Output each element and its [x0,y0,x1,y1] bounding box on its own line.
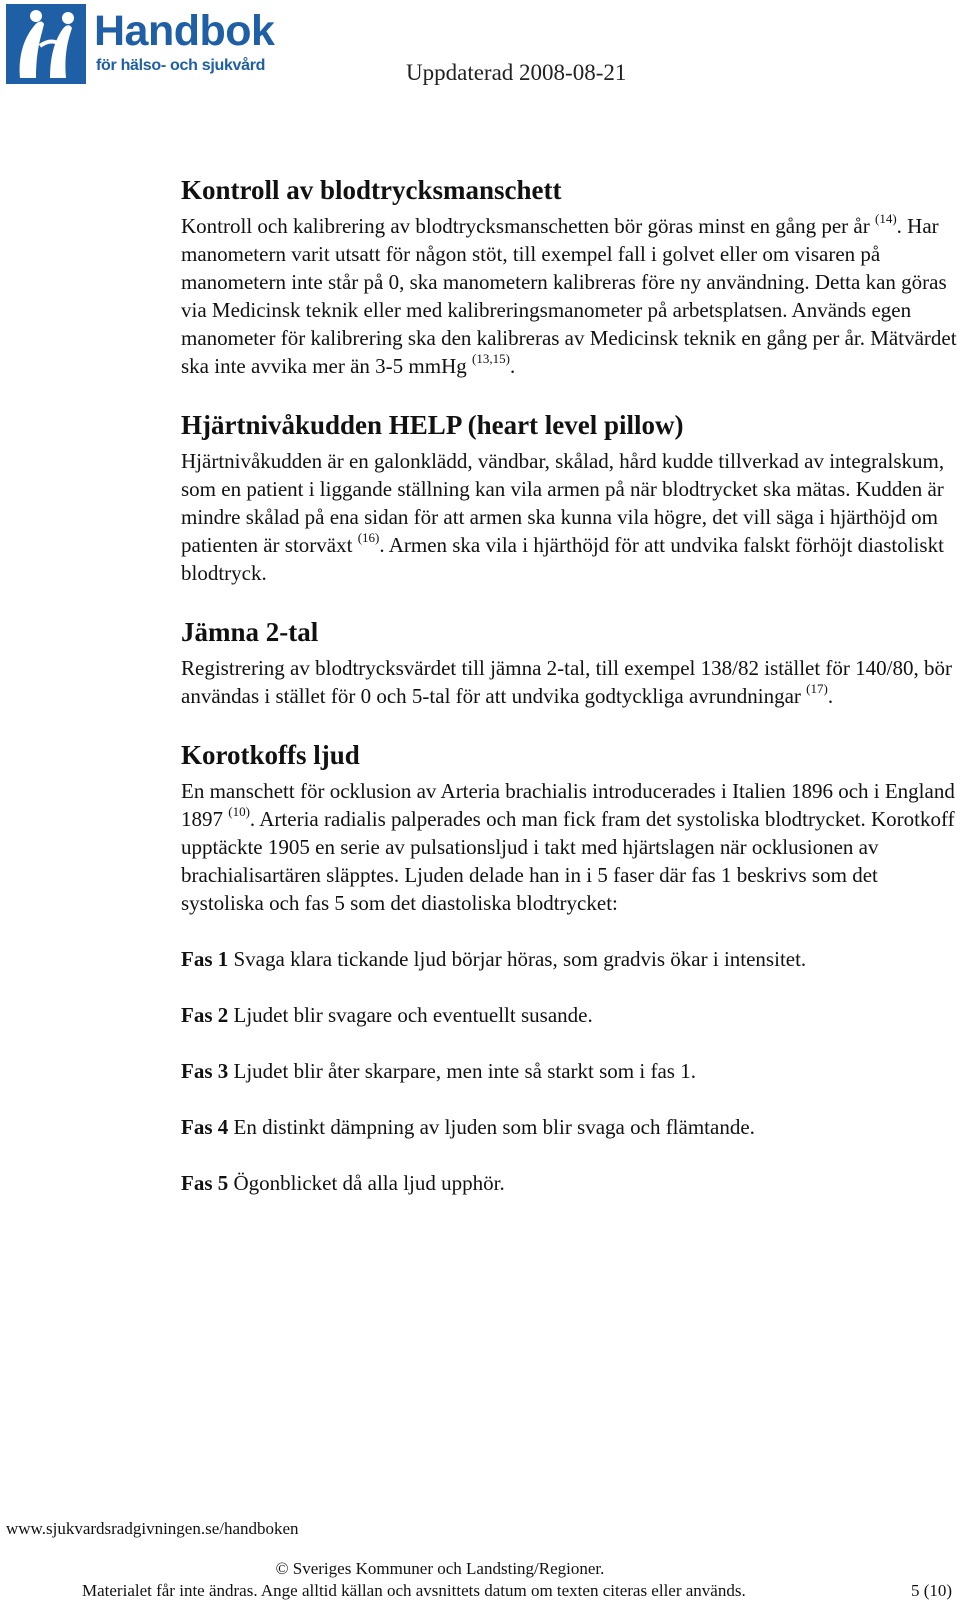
citation-ref: (13,15) [472,351,510,366]
section-heading: Korotkoffs ljud [181,740,360,770]
section-kontroll [181,170,960,380]
section-heading: Jämna 2-tal [181,617,319,647]
section-paragraph: En manschett för ocklusion av Arteria brachialis introducerades i Italien 1896 och i England 1897 $^{(10)}$. Arteria radialis palperades och man fick fram det systoliska blodtrycket. Korotkoff upptäckte 1905 en serie av pulsationsljud i takt med hjärtslagen när ocklusionen av brachialisartären släpptes. Ljuden delade han in i 5 faser där fas 1 beskrivs som det systoliska och fas 5 som det diastoliska blodtrycket: [181,779,955,915]
citation-ref: (17) [806,681,828,696]
logo-figure-icon [6,4,86,84]
phase-item: Fas 4 En distinkt dämpning av ljuden som blir svaga och flämtande. [181,1115,755,1139]
footer-note: Materialet får inte ändras. Ange alltid källan och avsnittets datum om texten citeras eller används. [82,1581,746,1600]
phase-label: Fas 5 [181,1171,229,1195]
phase-label: Fas 2 [181,1003,229,1027]
footer-copyright: © Sveriges Kommuner och Landsting/Regioner. [275,1559,605,1578]
phase-item: Fas 3 Ljudet blir åter skarpare, men inte så starkt som i fas 1. [181,1059,696,1083]
phase-label: Fas 3 [181,1059,229,1083]
document-body [181,170,960,1197]
citation-ref: (10) [228,804,250,819]
section-hjartnivakudden [181,405,960,587]
phase-item: Fas 2 Ljudet blir svagare och eventuellt susande. [181,1003,593,1027]
phase-label: Fas 4 [181,1115,229,1139]
section-paragraph: Registrering av blodtrycksvärdet till jämna 2-tal, till exempel 138/82 istället för 140/80, bör användas i stället för 0 och 5-tal för att undvika godtyckliga avrundningar $^{(17)}$. [181,656,952,708]
phase-item: Fas 5 Ögonblicket då alla ljud upphör. [181,1171,505,1195]
section-paragraph: Hjärtnivåkudden är en galonklädd, vändbar, skålad, hård kudde tillverkad av integralskum, som en patient i liggande ställning kan vila armen på när blodtrycket ska mätas. Kudden är mindre skålad på ena sidan för att armen ska kunna vila högre, det vill säga i hjärthöjd om patienten är storväxt $^{(16)}$. Armen ska vila i hjärthöjd för att undvika falskt förhöjt diastoliskt blodtryck. [181,449,945,585]
citation-ref: (16) [357,530,380,545]
citation-ref: (14) [874,211,897,226]
page-number: 5 (10) [911,1581,953,1600]
section-heading: Hjärtnivåkudden HELP (heart level pillow) [181,410,684,440]
phase-item: Fas 1 Svaga klara tickande ljud börjar höras, som gradvis ökar i intensitet. [181,947,807,971]
phase-label: Fas 1 [181,947,229,971]
logo-subtitle: för hälso- och sjukvård [96,57,266,74]
section-jamna-2-tal [181,612,960,710]
section-paragraph: Kontroll och kalibrering av blodtrycksmanschetten bör göras minst en gång per år $^{(14)}$. Har manometern varit utsatt för någon stöt, till exempel fall i golvet eller om visaren på manometern inte står på 0, ska manometern kalibreras före ny användning. Detta kan göras via Medicinsk teknik eller med kalibreringsmanometer på arbetsplatsen. Används egen manometer för kalibrering ska den kalibreras av Medicinsk teknik en gång per år. Mätvärdet ska inte avvika mer än 3-5 mmHg $^{(13,15)}$. [181,211,957,378]
footer-url-link[interactable]: www.sjukvardsradgivningen.se/handboken [6,1519,299,1538]
handbok-logo [6,4,275,84]
section-korotkoffs-ljud [181,735,960,917]
logo-title: Handbok [94,7,275,55]
updated-date: Uppdaterad 2008-08-21 [406,60,627,85]
section-heading: Kontroll av blodtrycksmanschett [181,175,562,205]
